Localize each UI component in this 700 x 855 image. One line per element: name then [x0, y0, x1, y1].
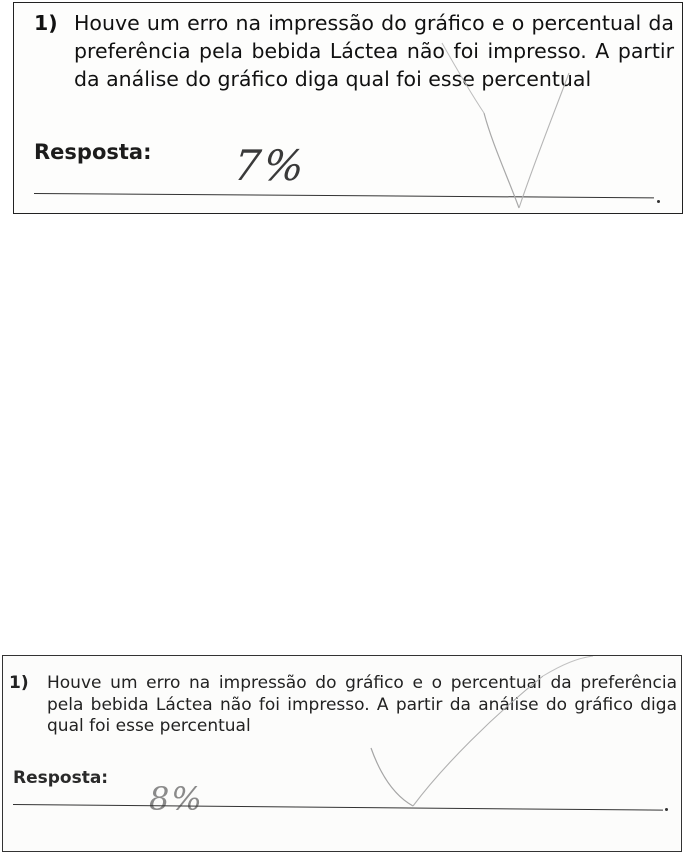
underline-end-dot: [657, 200, 660, 203]
question-number: 1): [34, 11, 58, 35]
answer-sheet-top: [13, 2, 683, 214]
answer-underline: [34, 193, 654, 198]
answer-sheet-bottom: [2, 655, 682, 852]
answer-label: Resposta:: [34, 140, 152, 164]
question-number: 1): [9, 673, 29, 693]
question: [34, 9, 674, 93]
question-text: Houve um erro na impressão do gráfico e o percentual da preferência pela bebida Láctea não foi impresso. A partir da análise do gráfico diga qual foi esse percentual: [47, 673, 677, 736]
answer-label: Resposta:: [13, 768, 109, 788]
question: [9, 673, 677, 738]
answer-underline: [13, 804, 663, 811]
underline-end-dot: [665, 808, 668, 811]
question-text: Houve um erro na impressão do gráfico e o percentual da preferência pela bebida Láctea não foi impresso. A partir da análise do gráfico diga qual foi esse percentual: [74, 11, 674, 91]
handwritten-answer: 7%: [231, 141, 310, 190]
handwritten-answer: 8%: [149, 780, 204, 818]
